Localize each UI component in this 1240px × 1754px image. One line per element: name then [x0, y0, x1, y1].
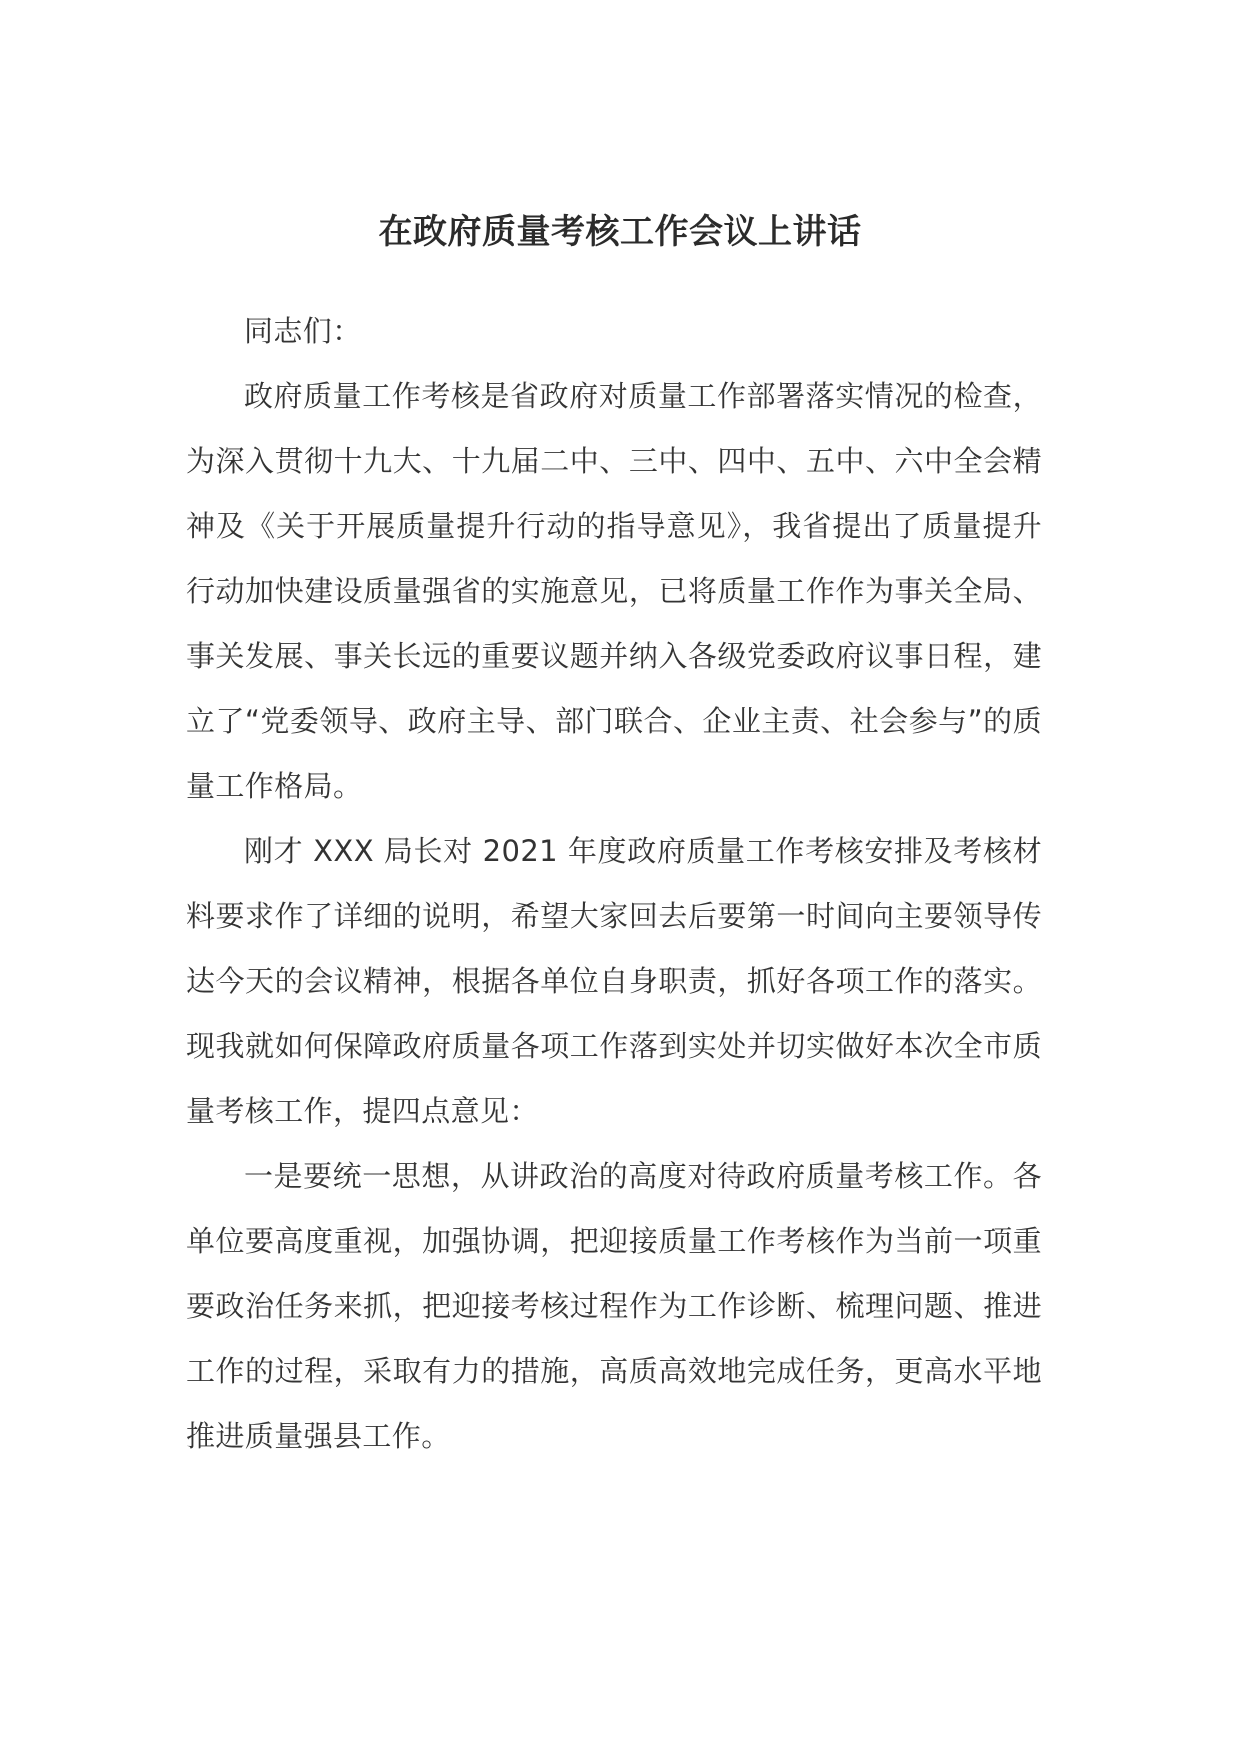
paragraph-3: 一是要统一思想，从讲政治的高度对待政府质量考核工作。各单位要高度重视，加强协调，把迎接质量工作考核作为当前一项重要政治任务来抓，把迎接考核过程作为工作诊断、梳理问题、推进工作的过程，采取有力的措施，高质高效地完成任务，更高水平地推进质量强县工作。: [186, 1159, 1042, 1453]
document-title: 在政府质量考核工作会议上讲话: [378, 212, 862, 252]
document-body: [186, 299, 1042, 1469]
salutation: 同志们：: [244, 314, 362, 348]
paragraph-1: 政府质量工作考核是省政府对质量工作部署落实情况的检查，为深入贯彻十九大、十九届二中、三中、四中、五中、六中全会精神及《关于开展质量提升行动的指导意见》，我省提出了质量提升行动加快建设质量强省的实施意见，已将质量工作作为事关全局、事关发展、事关长远的重要议题并纳入各级党委政府议事日程，建立了“党委领导、政府主导、部门联合、企业主责、社会参与”的质量工作格局。: [186, 379, 1042, 803]
paragraph-2: 刚才 XXX 局长对 2021 年度政府质量工作考核安排及考核材料要求作了详细的说明，希望大家回去后要第一时间向主要领导传达今天的会议精神，根据各单位自身职责，抓好各项工作的落实。现我就如何保障政府质量各项工作落到实处并切实做好本次全市质量考核工作，提四点意见：: [186, 834, 1042, 1128]
